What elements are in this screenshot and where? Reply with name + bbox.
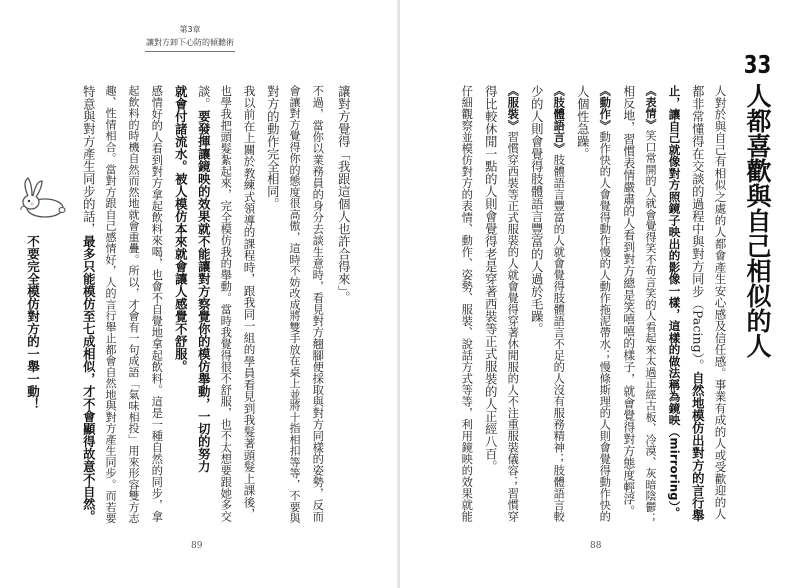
left-column-3: 會讓對方覺得你的態度很高傲，這時不妨改成將雙手放在桌上並將十指相扣等等，不要與 [288,85,302,524]
right-column-7: 人個性急躁。 [575,85,590,160]
right-column-2: 都非常懂得在交談的過程中與對方同步（Pacing）。自然地模仿出對方的言行舉 [690,85,705,522]
section-heading [745,52,770,358]
left-column-7: 談。要發揮讓鏡映的效果就不能讓對方察覺你的模仿舉動，一切的努力 [196,85,211,473]
left-column-1: 讓對方覺得「我跟這個人也許合得來」。 [336,85,351,304]
right-column-3: 止，讓自己就像對方照鏡子映出的影像一樣，這樣的做法稱為鏡映（mirroring）。 [667,85,682,519]
sidebar-note: 不要完全模仿對方的一舉一動！ [25,235,41,410]
left-column-11: 趣、性情相合。當對方跟自己感情好，人的言行舉止都會自然地與對方產生同步。而若要 [104,85,118,524]
section-title: 人都喜歡與自己相似的人 [743,83,772,358]
rabbit-mascot-icon [18,172,76,220]
left-column-6: 也學我把頭髮紮起來，完全模仿我的舉動。當時我覺得很不舒服，也不太想要跟她多交 [219,85,233,522]
right-column-5: 相反地，習慣表情嚴肅的人看到對方總是笑嘻嘻的樣子，就會覺得對方態度輕浮。 [621,85,636,517]
running-head-rule [145,51,235,52]
right-column-1: 人對於與自己有相似之處的人都會產生安心感及信任感。事業有成的人或受歡迎的人 [713,85,728,520]
page-number-right: 88 [590,541,602,551]
right-column-4: 《表情》笑口常開的人就會覺得笑不苟言笑的人看起來太過正經古板、冷漠、灰暗陰鬱； [644,85,658,524]
right-column-12: 仔細觀察並模仿對方的表情、動作、姿勢、服裝、說話方式等等，利用鏡映的效果就能 [460,85,474,522]
left-column-5: 我以前在上關於教練式領導的課程時，跟我同一組的學員看見到我髮著頭髮上課後， [242,85,257,520]
right-column-9: 少的人則會覺得肢體語言豐富的人過於毛躁。 [529,85,544,335]
running-head-title: 讓對方卸下心防的傾聽術 [146,38,234,47]
section-number: 33 [743,52,772,77]
left-column-12: 特意與對方產生同步的話，最多只能模仿至七成相似，才不會顯得故意不自然。 [81,85,96,523]
right-column-8: 《肢體語言》肢體語言豐富的人就會覺得肢體語言不足的人沒有服務精神；肢體語言較 [552,85,566,522]
right-column-10: 《服裝》習慣穿西裝等正式服裝的人就會覺得穿著休閒服的人不注重服裝儀容；習慣穿 [506,85,520,522]
left-column-9: 感情好的人看到對方拿起飲料來喝，也會不自覺地拿起飲料。這是一種自然的同步，拿 [150,85,164,522]
left-column-4: 對方的動作完全相同。 [265,85,280,210]
left-column-2: 不過，當你以業務員的身分去談生意時，看見對方翹腳便採取與對方同樣的姿勢，反而 [311,85,325,522]
right-column-11: 得比較休閒一點的人則會覺得老是穿著西裝等正式服裝的人正經八百。 [483,85,498,473]
left-column-10: 起飲料的時機自然而然地就會重疊。所以，才會有一句成語「氣味相投」用來形容雙方志 [127,85,141,524]
running-head-chapter: 第3章 [179,25,201,34]
left-page [0,0,399,588]
left-column-8: 就會付諸流水。被人模仿本來就會讓人感覺不舒服。 [173,85,188,373]
right-column-6: 《動作》動作快的人會覺得動作慢的人動作拖泥帶水；慢條斯理的人則會覺得動作快的 [598,85,612,522]
page-number-left: 89 [191,541,203,551]
